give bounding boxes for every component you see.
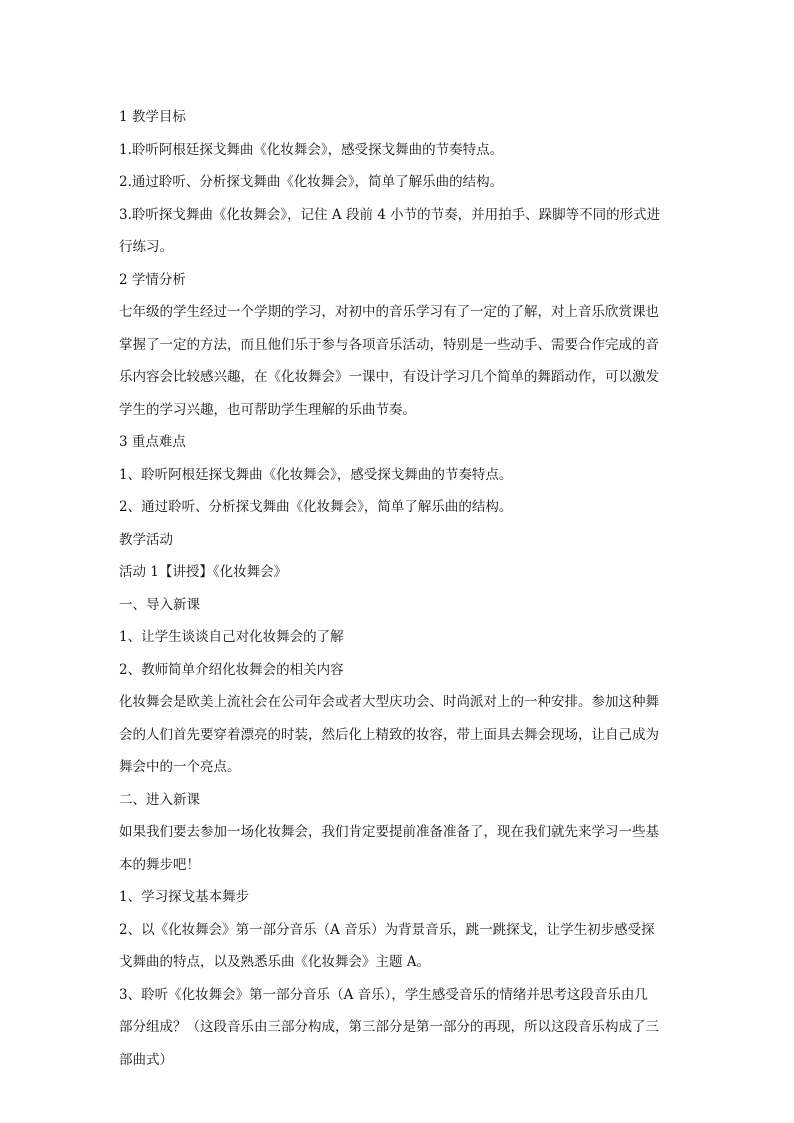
part-2-item-2-continued: 戈舞曲的特点，以及熟悉乐曲《化妆舞会》主题 A。 bbox=[119, 954, 431, 970]
goal-item-1: 1.聆听阿根廷探戈舞曲《化妆舞会》，感受探戈舞曲的节奏特点。 bbox=[119, 141, 504, 158]
part-2-item-2: 2、以《化妆舞会》第一部分音乐（A 音乐）为背景音乐，跳一跳探戈，让学生初步感受探 bbox=[119, 921, 655, 938]
learner-analysis-line: 乐内容会比较感兴趣，在《化妆舞会》一课中，有设计学习几个简单的舞蹈动作，可以激发 bbox=[119, 369, 659, 385]
masquerade-description-line: 会的人们首先要穿着漂亮的时装，然后化上精致的妆容，带上面具去舞会现场，让自己成为 bbox=[119, 726, 659, 743]
masquerade-description-line: 化妆舞会是欧美上流社会在公司年会或者大型庆功会、时尚派对上的一种安排。参加这种舞 bbox=[119, 694, 659, 710]
part-2-heading: 二、进入新课 bbox=[119, 791, 200, 808]
learner-analysis-line: 掌握了一定的方法，而且他们乐于参与各项音乐活动，特别是一些动手、需要合作完成的音 bbox=[119, 336, 659, 353]
part-2-intro-line: 如果我们要去参加一场化妆舞会，我们肯定要提前准备准备了，现在我们就先来学习一些基 bbox=[119, 824, 659, 840]
part-2-item-1: 1、学习探戈基本舞步 bbox=[119, 889, 250, 905]
section-heading-teaching-goals: 1 教学目标 bbox=[119, 109, 186, 125]
masquerade-description-line: 舞会中的一个亮点。 bbox=[119, 759, 241, 775]
goal-item-3-continued: 行练习。 bbox=[119, 239, 173, 255]
part-2-item-3-end: 部曲式） bbox=[119, 1051, 173, 1068]
part-1-heading: 一、导入新课 bbox=[119, 596, 200, 613]
goal-item-3: 3.聆听探戈舞曲《化妆舞会》，记住 A 段前 4 小节的节奏，并用拍手、跺脚等不同的形式进 bbox=[119, 206, 661, 223]
goal-item-2: 2.通过聆听、分析探戈舞曲《化妆舞会》，简单了解乐曲的结构。 bbox=[119, 174, 504, 190]
key-point-item-1: 1、聆听阿根廷探戈舞曲《化妆舞会》，感受探戈舞曲的节奏特点。 bbox=[119, 466, 513, 483]
learner-analysis-line: 七年级的学生经过一个学期的学习，对初中的音乐学习有了一定的了解，对上音乐欣赏课也 bbox=[119, 304, 659, 320]
learner-analysis-line: 学生的学习兴趣，也可帮助学生理解的乐曲节奏。 bbox=[119, 401, 416, 418]
section-heading-learner-analysis: 2 学情分析 bbox=[119, 271, 186, 288]
key-point-item-2: 2、通过聆听、分析探戈舞曲《化妆舞会》，简单了解乐曲的结构。 bbox=[119, 499, 513, 515]
section-heading-key-points: 3 重点难点 bbox=[119, 434, 186, 450]
part-2-intro-line: 本的舞步吧！ bbox=[119, 856, 200, 873]
part-2-item-3: 3、聆听《化妆舞会》第一部分音乐（A 音乐），学生感受音乐的情绪并思考这段音乐由几 bbox=[119, 986, 648, 1003]
part-1-item-2: 2、教师简单介绍化妆舞会的相关内容 bbox=[119, 661, 344, 678]
part-2-item-3-continued: 部分组成？（这段音乐由三部分构成，第三部分是第一部分的再现，所以这段音乐构成了三 bbox=[119, 1019, 659, 1035]
document-page bbox=[119, 101, 679, 1076]
activity-1-heading: 活动 1【讲授】《化妆舞会》 bbox=[119, 564, 288, 580]
section-heading-activities: 教学活动 bbox=[119, 531, 173, 548]
part-1-item-1: 1、让学生谈谈自己对化妆舞会的了解 bbox=[119, 629, 344, 645]
